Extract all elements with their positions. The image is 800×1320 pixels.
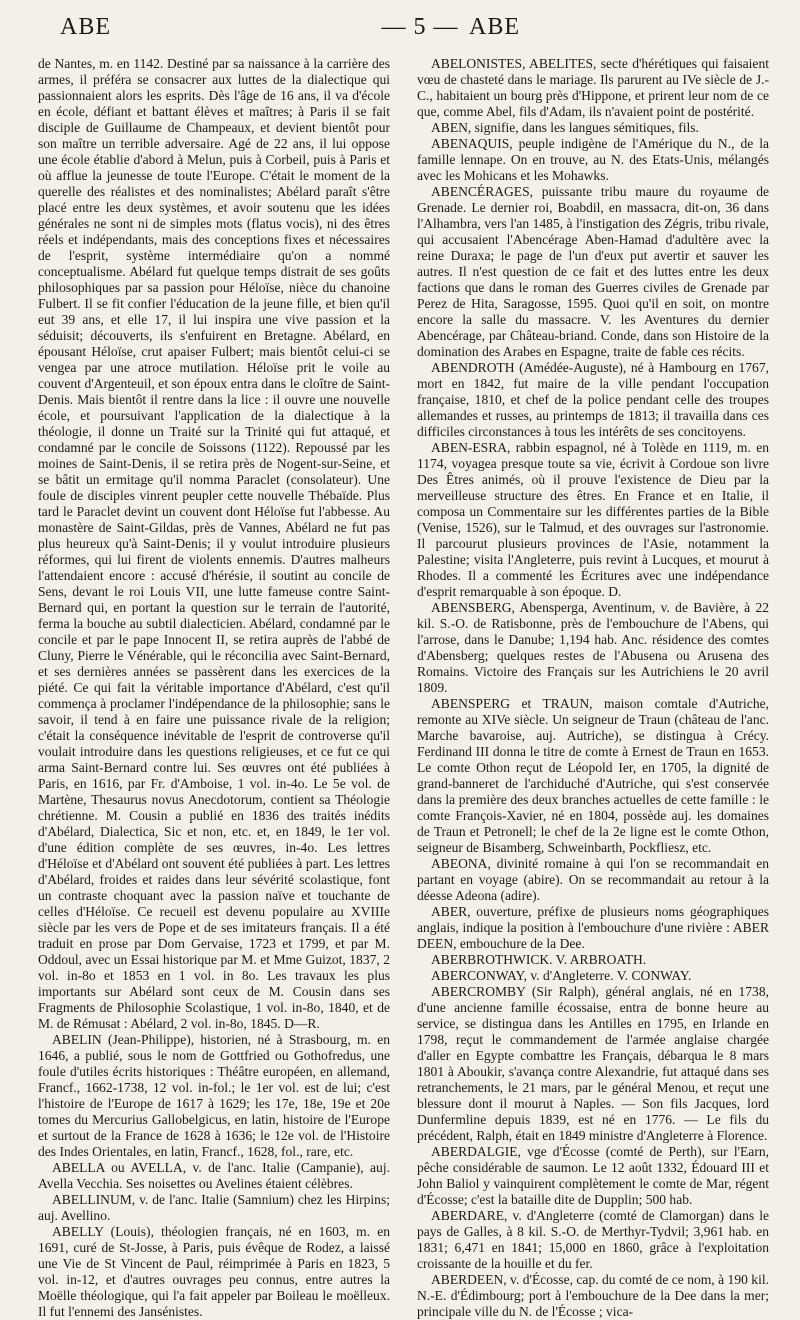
header-right-guideword: ABE <box>469 14 520 40</box>
header-left-guideword: ABE <box>60 14 111 40</box>
entry-aberdalgie: ABERDALGIE, vge d'Écosse (comté de Perth), sur l'Earn, pêche considérable de saumon. Le 12 août 1332, Édouard III et John Baliol y vainquirent complètement le comte de Mar, régent d'Écosse; c'est la bataille dite de Dupplin; 500 hab. <box>417 1144 769 1207</box>
entry-aberdare: ABERDARE, v. d'Angleterre (comté de Clamorgan) dans le pays de Galles, à 8 kil. S.-O. de Merthyr-Tydvil; 3,961 hab. en 1831; 6,471 en 1841; 15,000 en 1860, grâce à l'exploitation croissante de la houille et du fer. <box>417 1208 769 1271</box>
running-header <box>30 12 770 52</box>
right-column <box>417 56 769 1319</box>
entry-abelonistes: ABELONISTES, ABELITES, secte d'hérétiques qui faisaient vœu de chasteté dans le mariage. Ils parurent au IVe siècle de J.-C., habitaient un bourg près d'Hippone, et prirent leur nom de ce que, comme Abel, fils d'Adam, ils n'avaient point de postérité. <box>417 56 769 119</box>
entry-abendroth: ABENDROTH (Amédée-Auguste), né à Hambourg en 1767, mort en 1842, fut maire de la ville pendant l'occupation française, 1810, et chef de la police pendant celle des troupes allemandes et russes, au printemps de 1813; il travailla dans ces difficiles circonstances à tous les intérêts de ses concitoyens. <box>417 360 769 439</box>
entry-aben-esra: ABEN-ESRA, rabbin espagnol, né à Tolède en 1119, m. en 1174, voyagea presque toute sa vie, écrivit à Cordoue son livre Des Êtres animés, où il prouve l'existence de Dieu par la merveilleuse structure des êtres. En France et en Italie, il composa un Commentaire sur les différentes parties de la Bible (Venise, 1526), sur le Talmud, et des ouvrages sur l'astronomie. Il parcourut plusieurs provinces de l'Asie, notamment la Palestine; visita l'Angleterre, puis revint à Lucques, et mourut à Rhodes. Il a commenté les Écritures avec une indépendance d'esprit remarquable à son époque. D. <box>417 440 769 599</box>
entry-abella: ABELLA ou AVELLA, v. de l'anc. Italie (Campanie), auj. Avella Vecchia. Ses noisettes ou Avelines étaient célèbres. <box>38 1160 390 1191</box>
entry-abelin: ABELIN (Jean-Philippe), historien, né à Strasbourg, m. en 1646, a publié, sous le nom de Gottfried ou Gothofredus, une foule d'utiles écrits historiques : Théâtre européen, en allemand, Francf., 1662-1738, 12 vol. in-fol.; le 1er vol. est de lui; c'est l'histoire de l'Europe de 1617 à 1629; les 17e, 18e, 19e et 20e tomes du Mercurius Gallobelgicus, en latin, histoire de l'Europe et surtout de la France de 1628 à 1636; le 12e vol. de l'Histoire des Indes Orientales, en latin, Francf., 1628, fol., rare, etc. <box>38 1032 390 1159</box>
entry-aberdeen: ABERDEEN, v. d'Écosse, cap. du comté de ce nom, à 190 kil. N.-E. d'Édimbourg; port à l'embouchure de la Dee dans la mer; principale ville du N. de l'Écosse ; vica- <box>417 1272 769 1319</box>
entry-abellinum: ABELLINUM, v. de l'anc. Italie (Samnium) chez les Hirpins; auj. Avellino. <box>38 1192 390 1223</box>
entry-abensberg: ABENSBERG, Abensperga, Aventinum, v. de Bavière, à 22 kil. S.-O. de Ratisbonne, près de l'embouchure de l'Abens, qui l'arrose, dans le Danube; 1,194 hab. Anc. résidence des comtes d'Abensberg; quelques restes de l'Abusena ou Arusena des Romains. Victoire des Français sur les Autrichiens le 20 avril 1809. <box>417 600 769 695</box>
entry-abensperg-traun: ABENSPERG et TRAUN, maison comtale d'Autriche, remonte au XIVe siècle. Un seigneur de Traun (château de l'anc. Marche bavaroise, auj. Autriche), se distingua à Crécy. Ferdinand III donna le titre de comte à Ernest de Traun en 1653. Le comte Othon reçut de Léopold Ier, en 1705, la dignité de grand-banneret de l'archiduché d'Autriche, qui s'est conservée dans la première des deux branches actuelles de cette famille : le comte François-Xavier, né en 1804, possède auj. les domaines de Traun et Petronell; le chef de la 2e ligne est le comte Othon, seigneur de Bisamberg, Schweinbarth, Pockfliesz, etc. <box>417 696 769 855</box>
entry-aber: ABER, ouverture, préfixe de plusieurs noms géographiques anglais, indique la position à l'embouchure d'une rivière : ABER DEEN, embouchure de la Dee. <box>417 904 769 951</box>
entry-aberbrothwick: ABERBROTHWICK. V. ARBROATH. <box>431 952 647 967</box>
entry-abercromby: ABERCROMBY (Sir Ralph), général anglais, né en 1738, d'une ancienne famille écossaise, entra de bonne heure au service, se distingua dans les Antilles en 1795, en Irlande en 1798, reçut le commandement de l'armée anglaise chargée d'aller en Egypte combattre les Français, débarqua le 8 mars 1801 à Aboukir, s'avança contre Alexandrie, fut attaqué dans ses retranchements, le 21 mars, par le général Menou, et reçut une blessure dont il mourut à Naples. — Son fils Jacques, lord Dunfermline depuis 1839, est né en 1776. — Le fils du précédent, Ralph, était en 1849 ministre d'Angleterre à Florence. <box>417 984 769 1143</box>
entry-abenaquis: ABENAQUIS, peuple indigène de l'Amérique du N., de la famille lennape. On en trouve, au N. des Etats-Unis, mélangés avec les Mohicans et les Mohawks. <box>417 136 769 183</box>
entry-aben: ABEN, signifie, dans les langues sémitiques, fils. <box>431 120 699 135</box>
page-number: — 5 — <box>381 14 459 40</box>
entry-abelard-continued: de Nantes, m. en 1142. Destiné par sa naissance à la carrière des armes, il préféra se consacrer aux luttes de la dialectique qui passionnaient alors les esprits. Dès l'âge de 16 ans, il va d'école en école, défiant et battant élèves et maîtres; à Paris il se fait disciple de Guillaume de Champeaux, et devient bientôt pour son maître un terrible adversaire. Agé de 22 ans, il lui oppose une école établie d'abord à Melun, puis à Corbeil, puis à Paris et où afflue la jeunesse de toute l'Europe. C'était le moment de la querelle des réalistes et des nominalistes; Abélard paraît s'être placé entre les deux systèmes, et avoir soutenu que les idées générales ne sont ni de simples mots (flatus vocis), ni des êtres réels et indépendants, mais des conceptions fixes et nécessaires de l'esprit, système intermédiaire qu'on a nommé conceptualisme. Abélard fut quelque temps distrait de ses goûts philosophiques par sa passion pour Héloïse, nièce du chanoine Fulbert. Il se fit confier l'éducation de la jeune fille, et bien qu'il eut 39 ans, et elle 17, il lui inspira une vive passion et la séduisit; découverts, ils s'enfuirent en Bretagne. Abélard, en épousant Héloïse, crut apaiser Fulbert; mais bientôt celui-ci se vengea par une atroce mutilation. Héloïse prit le voile au couvent d'Argenteuil, et son époux entra dans le cloître de Saint-Denis. Mais bientôt il rentre dans la lice : il ouvre une nouvelle école, et poursuivant l'application de la dialectique à la théologie, il donne un Traité sur la Trinité qui fut attaqué, et condamné par le concile de Soissons (1122). Repoussé par les moines de Saint-Denis, il se retira près de Nogent-sur-Seine, et se bâtit un ermitage qu'il nomma Paraclet (consolateur). Une foule de disciples vinrent peupler cette nouvelle Thébaïde. Plus tard le Paraclet devint un couvent dont Héloïse fut l'abbesse. Au monastère de Saint-Gildas, près de Vannes, Abélard ne fut pas plus heureux qu'à Saint-Denis; il y voulut introduire plusieurs réformes, qui lui firent de violents ennemis. D'autres malheurs l'attendaient encore : accusé d'hérésie, il soutint au concile de Sens, devant le roi Louis VII, une lutte fameuse contre Saint-Bernard qui, en portant la question sur le terrain de l'autorité, ferma la bouche au subtil dialecticien. Abélard, condamné par le concile et par le pape Innocent II, se retira auprès de l'abbé de Cluny, Pierre le Vénérable, qui le réconcilia avec Saint-Bernard, et ses dernières années se passèrent dans les exercices de la piété. Ce qui fait la véritable importance d'Abélard, c'est qu'il commença à proclamer l'indépendance de la philosophie; sans le savoir, il tend à en faire une puissance rivale de la religion; c'était la conséquence inévitable de l'esprit de controverse qu'il voulait introduire dans les questions religieuses, et ce fut ce qui arma Saint-Bernard contre lui. Ses œuvres ont été publiées à Paris, en 1616, par Fr. d'Amboise, 1 vol. in-4o. Le 5e vol. de Martène, Thesaurus novus Anecdotorum, contient sa Théologie chrétienne. M. Cousin a publié en 1836 des traités inédits d'Abélard, Dialectica, Sic et non, etc. et, en 1849, le 1er vol. d'une édition complète de ses œuvres, in-4o. Les lettres d'Héloïse et d'Abélard ont souvent été publiées à part. Les lettres d'Abélard, froides et raides dans leur sévérité scolastique, font un contraste choquant avec la passion naïve et touchante de celles d'Héloïse. Ce recueil est devenu populaire au XVIIIe siècle par les vers de Pope et de ses imitateurs français. Il a été traduit en prose par Dom Gervaise, 1723 et 1799, et par M. Oddoul, avec un Essai historique par M. et Mme Guizot, 1837, 2 vol. in-8o et 1853 en 1 vol. in 8o. Les travaux les plus importants sur Abélard sont ceux de M. Cousin dans ses Fragments de Philosophie Scolastique, 1 vol. in-8o, 1840, et de M. de Rémusat : Abélard, 2 vol. in-8o, 1845. D—R. <box>38 56 390 1031</box>
entry-abeona: ABEONA, divinité romaine à qui l'on se recommandait en partant en voyage (abire). On se recommandait au retour à la déesse Adeona (adire). <box>417 856 769 903</box>
entry-aberconway: ABERCONWAY, v. d'Angleterre. V. CONWAY. <box>431 968 692 983</box>
left-column <box>38 56 390 1319</box>
entry-abencerages: ABENCÉRAGES, puissante tribu maure du royaume de Grenade. Le dernier roi, Boabdil, en massacra, dit-on, 36 dans l'Alhambra, vers l'an 1485, à l'instigation des Zégris, tribu rivale, qui accusaient l'Abencérage Aben-Hamad d'adultère avec la reine Duraxa; le page de l'un d'eux put avertir et sauver les autres. Il n'est question de ce fait et des luttes entre les deux factions que dans le roman des Guerres civiles de Grenade par Perez de Hita, Saragosse, 1595. Quoi qu'il en soit, on montre encore la salle du massacre. V. les Aventures du dernier Abencérage, par Château-briand. Conde, dans son Histoire de la domination des Arabes en Espagne, traite de fable ces récits. <box>417 184 769 359</box>
entry-abelly: ABELLY (Louis), théologien français, né en 1603, m. en 1691, curé de St-Josse, à Paris, puis évêque de Rodez, a laissé une Vie de St Vincent de Paul, réimprimée à Paris en 1823, 5 vol. in-12, et d'autres ouvrages peu connus, entre autres la Moëlle théologique, qui l'a fait appeler par Boileau le moëlleux. Il fut l'ennemi des Jansénistes. <box>38 1224 390 1319</box>
